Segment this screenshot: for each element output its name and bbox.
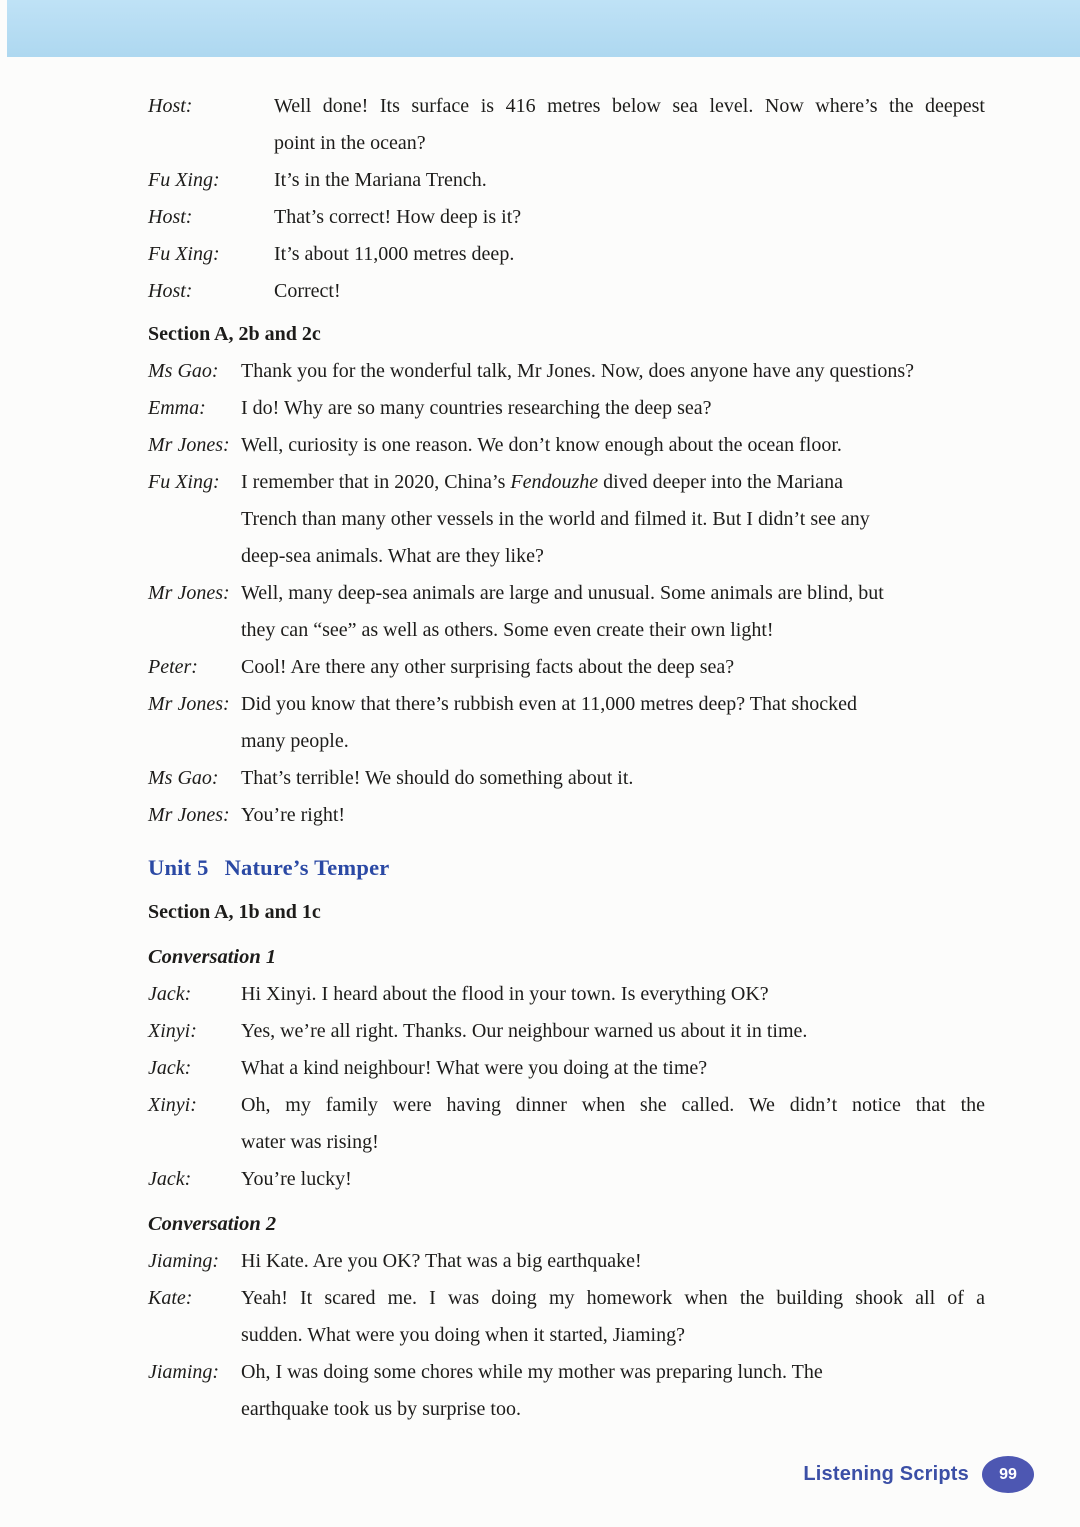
utterance-line: point in the ocean? bbox=[274, 132, 426, 154]
utterance-line: Hi Xinyi. I heard about the flood in your town. Is everything OK? bbox=[241, 983, 769, 1005]
conversation-1-heading: Conversation 1 bbox=[148, 946, 277, 968]
speaker-label: Host: bbox=[148, 280, 193, 302]
dialogue-row bbox=[148, 1354, 985, 1428]
utterance-line: Well, many deep-sea animals are large and unusual. Some animals are blind, but bbox=[241, 582, 884, 604]
section-heading-2b-2c: Section A, 2b and 2c bbox=[148, 323, 321, 345]
utterance bbox=[274, 236, 985, 273]
speaker-label: Mr Jones: bbox=[148, 582, 230, 604]
utterance bbox=[241, 1280, 985, 1354]
dialogue-row bbox=[148, 1050, 985, 1087]
speaker-label: Fu Xing: bbox=[148, 471, 220, 493]
dialogue-block-section-2bc bbox=[148, 353, 985, 834]
dialogue-row bbox=[148, 199, 985, 236]
speaker-label: Xinyi: bbox=[148, 1020, 197, 1042]
dialogue-block-quiz bbox=[148, 88, 985, 310]
dialogue-row bbox=[148, 273, 985, 310]
utterance bbox=[241, 575, 985, 649]
dialogue-row bbox=[148, 1013, 985, 1050]
conversation-2-heading: Conversation 2 bbox=[148, 1213, 277, 1235]
speaker-label: Jack: bbox=[148, 1168, 192, 1190]
utterance-line: That’s correct! How deep is it? bbox=[274, 206, 522, 228]
dialogue-block-conversation-1 bbox=[148, 976, 985, 1198]
speaker-label: Jack: bbox=[148, 1057, 192, 1079]
speaker-label: Mr Jones: bbox=[148, 804, 230, 826]
utterance-line: they can “see” as well as others. Some even create their own light! bbox=[241, 619, 774, 641]
utterance bbox=[241, 760, 985, 797]
listening-scripts-content bbox=[148, 88, 985, 1428]
utterance-text-run: dived deeper into the Mariana bbox=[598, 471, 844, 493]
vessel-name-italic: Fendouzhe bbox=[510, 471, 599, 493]
unit-number-label: Unit 5 bbox=[148, 855, 209, 880]
utterance-line: Oh, I was doing some chores while my mother was preparing lunch. The bbox=[241, 1361, 823, 1383]
dialogue-row bbox=[148, 390, 985, 427]
dialogue-row bbox=[148, 686, 985, 760]
speaker-label: Peter: bbox=[148, 656, 198, 678]
utterance-line: Trench than many other vessels in the world and filmed it. But I didn’t see any bbox=[241, 508, 870, 530]
dialogue-row bbox=[148, 464, 985, 575]
utterance-line: You’re lucky! bbox=[241, 1168, 352, 1190]
section-heading-1b-1c: Section A, 1b and 1c bbox=[148, 901, 321, 923]
utterance bbox=[274, 162, 985, 199]
utterance-line: water was rising! bbox=[241, 1131, 379, 1153]
utterance-line: Oh, my family were having dinner when she called. We didn’t notice that the bbox=[241, 1094, 985, 1116]
utterance-line: Thank you for the wonderful talk, Mr Jones. Now, does anyone have any questions? bbox=[241, 360, 914, 382]
speaker-label: Mr Jones: bbox=[148, 434, 230, 456]
speaker-label: Jiaming: bbox=[148, 1250, 220, 1272]
utterance-line: Did you know that there’s rubbish even at 11,000 metres deep? That shocked bbox=[241, 693, 857, 715]
utterance bbox=[274, 273, 985, 310]
utterance-line: many people. bbox=[241, 730, 349, 752]
page-footer bbox=[803, 1456, 1034, 1493]
speaker-label: Mr Jones: bbox=[148, 693, 230, 715]
page-top-band bbox=[7, 0, 1080, 57]
utterance bbox=[241, 464, 985, 575]
page-number-badge: 99 bbox=[982, 1456, 1034, 1493]
utterance-line: Well, curiosity is one reason. We don’t know enough about the ocean floor. bbox=[241, 434, 842, 456]
utterance-line: It’s about 11,000 metres deep. bbox=[274, 243, 515, 265]
dialogue-block-conversation-2 bbox=[148, 1243, 985, 1428]
utterance-line: Hi Kate. Are you OK? That was a big earthquake! bbox=[241, 1250, 642, 1272]
dialogue-row bbox=[148, 760, 985, 797]
utterance-line: Correct! bbox=[274, 280, 341, 302]
speaker-label: Host: bbox=[148, 95, 193, 117]
utterance bbox=[241, 1161, 985, 1198]
utterance bbox=[241, 649, 985, 686]
dialogue-row bbox=[148, 797, 985, 834]
utterance-line: Yeah! It scared me. I was doing my homework when the building shook all of a bbox=[241, 1287, 985, 1309]
utterance-line: Yes, we’re all right. Thanks. Our neighbour warned us about it in time. bbox=[241, 1020, 808, 1042]
speaker-label: Jack: bbox=[148, 983, 192, 1005]
speaker-label: Ms Gao: bbox=[148, 360, 219, 382]
utterance-line bbox=[241, 464, 985, 501]
dialogue-row bbox=[148, 427, 985, 464]
unit-title: Nature’s Temper bbox=[224, 855, 390, 880]
utterance bbox=[274, 88, 985, 162]
utterance bbox=[241, 797, 985, 834]
utterance bbox=[241, 353, 985, 390]
dialogue-row bbox=[148, 1161, 985, 1198]
dialogue-row bbox=[148, 162, 985, 199]
utterance bbox=[241, 390, 985, 427]
utterance-line: What a kind neighbour! What were you doing at the time? bbox=[241, 1057, 708, 1079]
utterance bbox=[274, 199, 985, 236]
utterance-line: Cool! Are there any other surprising facts about the deep sea? bbox=[241, 656, 735, 678]
utterance bbox=[241, 1013, 985, 1050]
dialogue-row bbox=[148, 236, 985, 273]
utterance bbox=[241, 1087, 985, 1161]
dialogue-row bbox=[148, 575, 985, 649]
speaker-label: Ms Gao: bbox=[148, 767, 219, 789]
utterance bbox=[241, 1243, 985, 1280]
utterance-line: You’re right! bbox=[241, 804, 346, 826]
dialogue-row bbox=[148, 1087, 985, 1161]
dialogue-row bbox=[148, 353, 985, 390]
dialogue-row bbox=[148, 1280, 985, 1354]
listening-scripts-label: Listening Scripts bbox=[803, 1463, 969, 1485]
utterance-text-run: I remember that in 2020, China’s bbox=[241, 471, 511, 493]
utterance bbox=[241, 686, 985, 760]
utterance-line: deep-sea animals. What are they like? bbox=[241, 545, 544, 567]
utterance-line: That’s terrible! We should do something about it. bbox=[241, 767, 634, 789]
speaker-label: Jiaming: bbox=[148, 1361, 220, 1383]
unit-5-heading bbox=[148, 848, 985, 888]
speaker-label: Emma: bbox=[148, 397, 206, 419]
dialogue-row bbox=[148, 976, 985, 1013]
speaker-label: Kate: bbox=[148, 1287, 193, 1309]
dialogue-row bbox=[148, 88, 985, 162]
utterance-line: Well done! Its surface is 416 metres below sea level. Now where’s the deepest bbox=[274, 95, 985, 117]
utterance bbox=[241, 1354, 985, 1428]
dialogue-row bbox=[148, 1243, 985, 1280]
dialogue-row bbox=[148, 649, 985, 686]
speaker-label: Fu Xing: bbox=[148, 169, 220, 191]
speaker-label: Xinyi: bbox=[148, 1094, 197, 1116]
utterance-line: earthquake took us by surprise too. bbox=[241, 1398, 521, 1420]
utterance-line: I do! Why are so many countries researching the deep sea? bbox=[241, 397, 712, 419]
utterance-line: It’s in the Mariana Trench. bbox=[274, 169, 487, 191]
speaker-label: Fu Xing: bbox=[148, 243, 220, 265]
utterance bbox=[241, 1050, 985, 1087]
utterance bbox=[241, 427, 985, 464]
speaker-label: Host: bbox=[148, 206, 193, 228]
utterance-line: sudden. What were you doing when it started, Jiaming? bbox=[241, 1324, 685, 1346]
utterance bbox=[241, 976, 985, 1013]
